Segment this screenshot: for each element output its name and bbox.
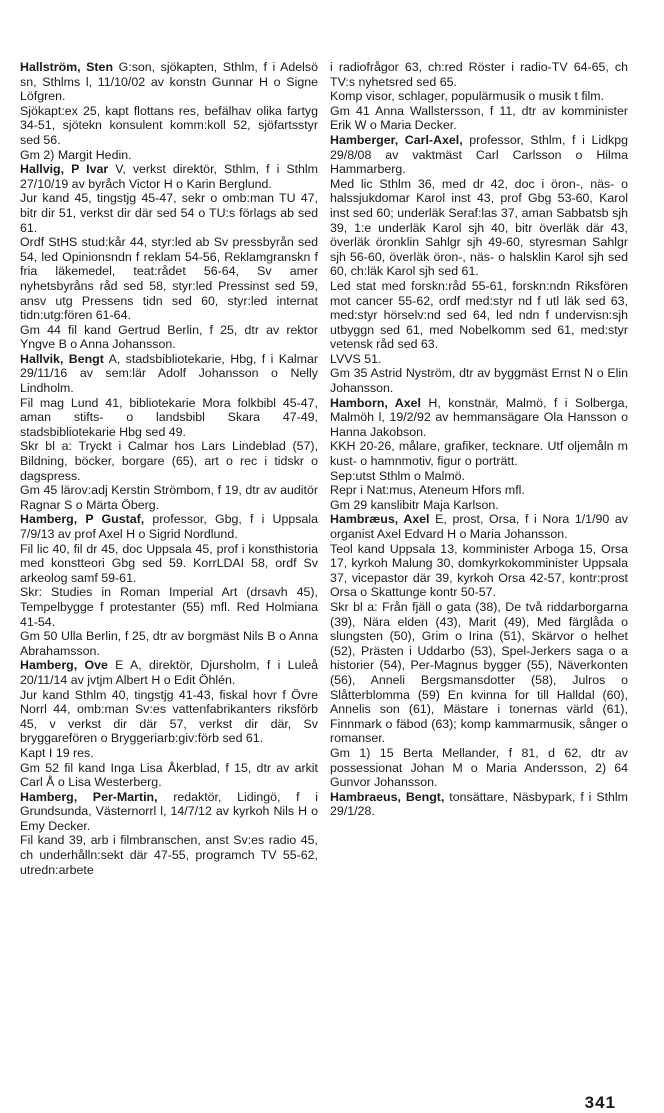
- entry-paragraph: [20, 104, 318, 148]
- biography-entry: [330, 133, 628, 396]
- entry-text: professor, Sthlm, f i Lidkpg 29/8/08 av vaktmäst Carl Carlsson o Hilma Hammarberg.: [330, 132, 628, 177]
- entry-text: tonsättare, Näsbypark, f i Sthlm 29/1/28.: [330, 789, 628, 819]
- entry-name: Hallvik, Bengt: [20, 351, 104, 366]
- entry-paragraph: [20, 542, 318, 586]
- entry-paragraph: [20, 191, 318, 235]
- entry-paragraph: [20, 235, 318, 323]
- entry-text: Skr: Studies in Roman Imperial Art (drsavh 45), Tempelbygge f protestanter (55) mfl. Red Holmiana 41-54.: [20, 585, 318, 629]
- entry-text: Kapt I 19 res.: [20, 745, 94, 760]
- entry-paragraph: [20, 585, 318, 629]
- left-column: [20, 60, 318, 877]
- entry-paragraph: [20, 746, 318, 761]
- entry-text: Repr i Nat:mus, Ateneum Hfors mfl.: [330, 483, 525, 498]
- entry-text: E, prost, Orsa, f i Nora 1/1/90 av organist Axel Edvard H o Maria Johansson.: [330, 512, 628, 541]
- entry-text: i radiofrågor 63, ch:red Röster i radio-TV 64-65, ch TV:s nyhetsred sed 65.: [330, 60, 628, 89]
- entry-name: Hamberg, Per-Martin,: [20, 789, 158, 804]
- entry-first-paragraph: [20, 658, 318, 687]
- entry-name: Hambraeus, Bengt,: [330, 789, 445, 804]
- entry-text: Sep:utst Sthlm o Malmö.: [330, 468, 465, 483]
- entry-text: Gm 50 Ulla Berlin, f 25, dtr av borgmäst Nils B o Anna Abrahamsson.: [20, 629, 318, 658]
- right-column: [330, 60, 628, 819]
- entry-text: Jur kand Sthlm 40, tingstjg 41-43, fiskal hovr f Övre Norrl 44, omb:man Sv:es vattenfabrikanters riksförb 45, v verkst dir där 57, verkst dir där, Sv bryggarefören o Bryggeriarb:giv:förb sed 61.: [20, 687, 318, 746]
- entry-paragraph: [20, 148, 318, 163]
- biography-entry: [20, 512, 318, 658]
- biography-entry: [330, 790, 628, 819]
- entry-name: Hambræus, Axel: [330, 512, 430, 527]
- entry-text: Teol kand Uppsala 13, komminister Arboga 15, Orsa 17, kyrkoh Malung 30, domkyrkokomminister Uppsala 37, vicepastor där 39, kyrkoh Orsa 42-57, kontr:prost Orsa o Skattunge kontr 50-57.: [330, 541, 628, 600]
- entry-text: redaktör, Lidingö, f i Grundsunda, Västernorrl l, 14/7/12 av kyrkoh Nils H o Emy Decker.: [20, 789, 318, 833]
- entry-paragraph: [330, 104, 628, 133]
- entry-text: professor, Gbg, f i Uppsala 7/9/13 av prof Axel H o Sigrid Nordlund.: [20, 512, 318, 541]
- entry-first-paragraph: [20, 60, 318, 104]
- entry-text: Gm 44 fil kand Gertrud Berlin, f 25, dtr av rektor Yngve B o Anna Johansson.: [20, 322, 318, 352]
- entry-paragraph: [330, 366, 628, 395]
- entry-paragraph: [330, 89, 628, 104]
- entry-paragraph: [330, 177, 628, 279]
- entry-first-paragraph: [20, 352, 318, 396]
- biography-entry: [330, 396, 628, 513]
- entry-paragraph: [330, 746, 628, 790]
- entry-paragraph: [330, 469, 628, 484]
- page-number: 341: [584, 1093, 616, 1112]
- entry-text: Med lic Sthlm 36, med dr 42, doc i öron-, näs- o halssjukdomar Karol inst 43, prof Gbg 53-60, Karol inst sed 60; underläk Seraf:las 37, aman Sabbatsb sjh 39, 1:e underläk Karol sjh 40, bitr överläk där 43, överläk öronklin Sahlgr sjh 49-60, styresman Sahlgr sjh 56-60, överläk öron-, näs- o halsklin Karol sjh sed 60, ch:läk Karol sjh sed 61.: [330, 176, 628, 279]
- entry-text: H, konstnär, Malmö, f i Solberga, Malmöh l, 19/2/92 av hemmansägare Ola Hansson o Hanna Jakobson.: [330, 395, 628, 439]
- entry-first-paragraph: [330, 60, 628, 89]
- entry-paragraph: [20, 483, 318, 512]
- biography-entry: [20, 790, 318, 878]
- entry-paragraph: [330, 439, 628, 468]
- entry-text: Fil mag Lund 41, bibliotekarie Mora folkbibl 45-47, aman stifts- o landsbibl Skara 47-49, stadsbibliotekarie Hbg sed 49.: [20, 395, 318, 439]
- entry-text: G:son, sjökapten, Sthlm, f i Adelsö sn, Sthlms l, 11/10/02 av konstn Gunnar H o Signe Löfgren.: [20, 60, 318, 104]
- entry-text: Komp visor, schlager, populärmusik o musik t film.: [330, 89, 605, 104]
- entry-paragraph: [330, 542, 628, 600]
- entry-text: Sjökapt:ex 25, kapt flottans res, befälhav olika fartyg 34-51, sjötekn konsulent komm:koll 52, sjöfartsstyr sed 56.: [20, 103, 318, 147]
- entry-first-paragraph: [330, 396, 628, 440]
- entry-text: Gm 45 lärov:adj Kerstin Strömbom, f 19, dtr av auditör Ragnar S o Märta Öberg.: [20, 483, 318, 512]
- entry-text: Skr bl a: Tryckt i Calmar hos Lars Lindeblad (57), Bildning, böcker, borgare (65), art o rec i tidskr o dagspress.: [20, 439, 318, 483]
- entry-paragraph: [330, 600, 628, 746]
- entry-text: Led stat med forskn:råd 55-61, forskn:ndn Riksfören mot cancer 55-62, ordf med:styr nd f utl läk sed 63, med:styr hörselv:nd sed 64, led ndn f undervisn:sjh utbyggn sed 61, med Nobelkomm sed 61, med:styr vetensk råd sed 63.: [330, 278, 628, 352]
- entry-paragraph: [330, 483, 628, 498]
- entry-text: Fil kand 39, arb i filmbranschen, anst Sv:es radio 45, ch underhålln:sekt där 47-55, programch TV 55-62, utredn:arbete: [20, 833, 318, 877]
- dictionary-page: [20, 60, 644, 1112]
- entry-name: Hamberg, P Gustaf,: [20, 512, 145, 527]
- entry-name: Hamberger, Carl-Axel,: [330, 132, 463, 147]
- entry-text: Gm 29 kanslibitr Maja Karlson.: [330, 497, 499, 512]
- entry-text: E A, direktör, Djursholm, f i Luleå 20/11/14 av jvtjm Albert H o Edit Öhlén.: [20, 658, 318, 687]
- entry-first-paragraph: [20, 512, 318, 541]
- entry-text: KKH 20-26, målare, grafiker, tecknare. Utf oljemåln m kust- o hamnmotiv, figur o porträtt.: [330, 439, 628, 469]
- entry-first-paragraph: [330, 790, 628, 819]
- entry-text: Ordf StHS stud:kår 44, styr:led ab Sv pressbyrån sed 54, led Opinionsndn f reklam 54-56, Reklamgranskn f fria läkemedel, teat:rådet 56-64, Sv amer nyhetsbyråns råd sed 58, styr:led Pressinst sed 59, ansv utg Pressens tidn sed 60, styr:led internat tidn:utg:fören 61-64.: [20, 235, 318, 323]
- entry-name: Hallvig, P Ivar: [20, 162, 109, 177]
- entry-text: Gm 52 fil kand Inga Lisa Åkerblad, f 15, dtr av arkit Carl Å o Lisa Westerberg.: [20, 760, 318, 790]
- entry-text: Fil lic 40, fil dr 45, doc Uppsala 45, prof i konsthistoria med konstteori Gbg sed 59. KorrLDAI 58, ordf Sv arkeolog samf 59-61.: [20, 541, 318, 585]
- entry-paragraph: [330, 498, 628, 513]
- entry-text: Gm 1) 15 Berta Mellander, f 81, d 62, dtr av possessionat Johan M o Maria Andersson, 2) 64 Gunvor Johansson.: [330, 745, 628, 790]
- entry-name: Hamberg, Ove: [20, 658, 108, 673]
- entry-first-paragraph: [330, 512, 628, 541]
- entry-text: Jur kand 45, tingstjg 45-47, sekr o omb:man TU 47, bitr dir 51, verkst dir där sed 54 o TU:s förlags ab sed 61.: [20, 191, 318, 235]
- entry-text: A, stadsbibliotekarie, Hbg, f i Kalmar 29/11/16 av sem:lär Adolf Johansson o Nelly Lindholm.: [20, 351, 319, 396]
- biography-entry: [20, 162, 318, 352]
- entry-text: LVVS 51.: [330, 351, 382, 366]
- entry-paragraph: [20, 439, 318, 483]
- biography-entry: [330, 512, 628, 789]
- entry-first-paragraph: [330, 133, 628, 177]
- entry-first-paragraph: [20, 162, 318, 191]
- entry-text: V, verkst direktör, Sthlm, f i Sthlm 27/10/19 av byråch Victor H o Karin Berglund.: [20, 162, 319, 191]
- entry-text: Gm 35 Astrid Nyström, dtr av byggmäst Ernst N o Elin Johansson.: [330, 366, 628, 396]
- entry-paragraph: [20, 761, 318, 790]
- biography-entry: [20, 352, 318, 513]
- entry-text: Gm 2) Margit Hedin.: [20, 147, 132, 162]
- biography-entry: [20, 60, 318, 162]
- entry-paragraph: [20, 833, 318, 877]
- entry-text: Gm 41 Anna Wallstersson, f 11, dtr av komminister Erik W o Maria Decker.: [330, 103, 628, 133]
- entry-text: Skr bl a: Från fjäll o gata (38), De två riddarborgarna (39), Nära elden (43), Marit (49), Med färglåda o slungsten (50), Grim o Irina (51), Skärvor o helhet (52), Prästen i Uddarbo (53), Spel-Jerkers saga o a historier (54), Per-Magnus bygger (55), Näverkonten (56), Anneli Bergsmansdotter (58), Julros o Slåtterblomma (59) En kvinna for till Halldal (60), Annelis son (61), Mästare i tonernas värld (61), Finnmark o fäbod (63); komp kammarmusik, sånger o romanser.: [330, 599, 628, 746]
- entry-paragraph: [20, 396, 318, 440]
- biography-entry: [330, 60, 628, 133]
- entry-paragraph: [330, 279, 628, 352]
- entry-paragraph: [330, 352, 628, 367]
- entry-first-paragraph: [20, 790, 318, 834]
- entry-paragraph: [20, 629, 318, 658]
- biography-entry: [20, 658, 318, 789]
- entry-name: Hamborn, Axel: [330, 395, 421, 410]
- entry-paragraph: [20, 688, 318, 746]
- entry-paragraph: [20, 323, 318, 352]
- entry-name: Hallström, Sten: [20, 60, 114, 74]
